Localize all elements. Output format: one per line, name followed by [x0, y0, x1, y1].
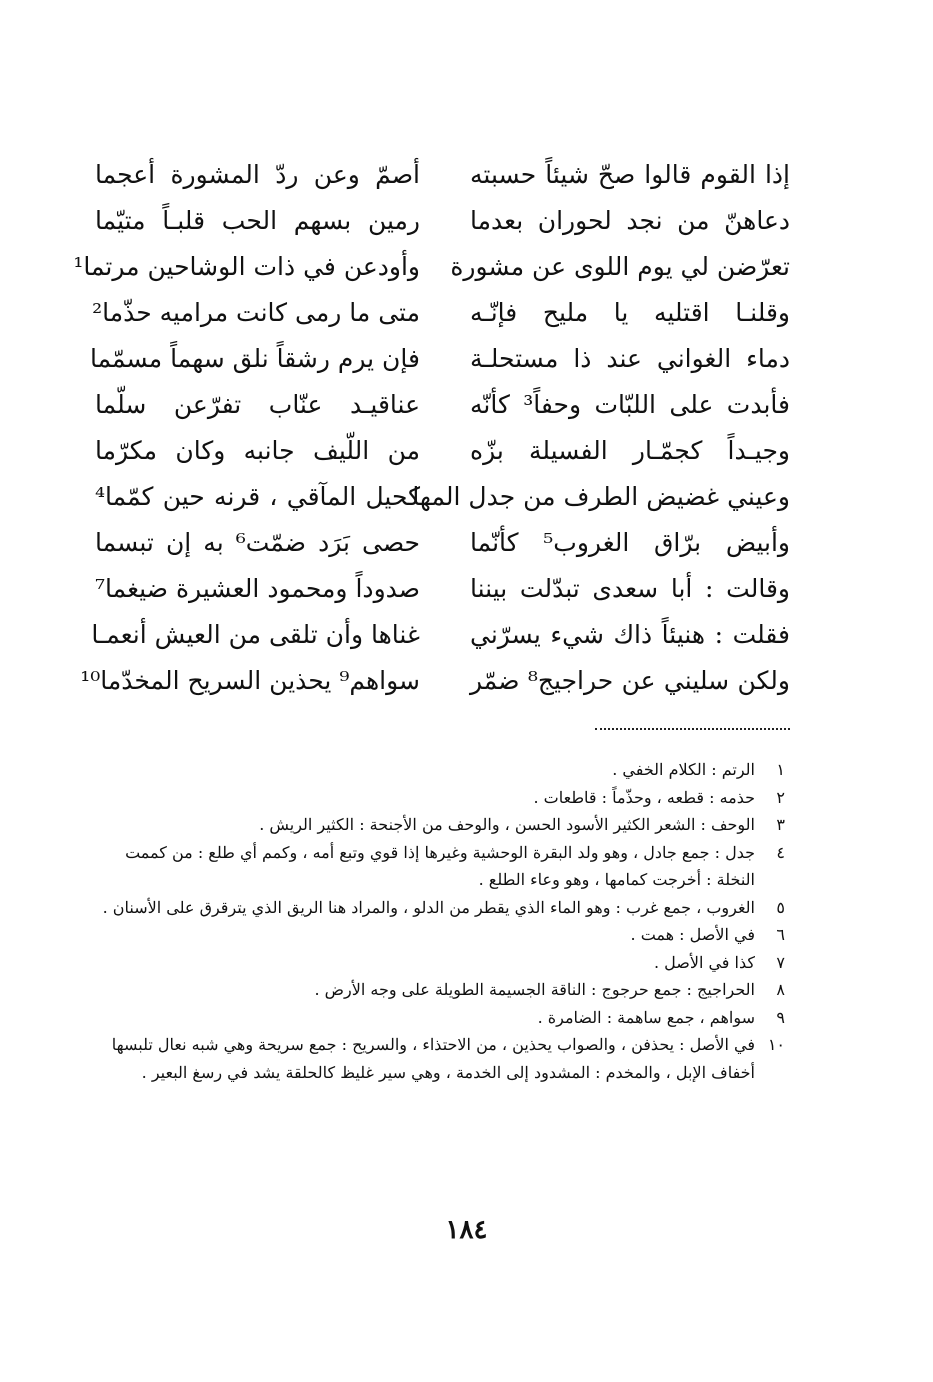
verse-first-hemistich: ولكن سليني عن حراجيج⁸ ضمّر: [470, 666, 790, 695]
verse-first-hemistich: وأبيض برّاق الغروب⁵ كأنّما: [470, 528, 790, 557]
footnote-text: الوحف : الشعر الكثير الأسود الحسن ، والوحف من الأجنحة : الكثير الريش .: [259, 815, 755, 834]
verse-second-hemistich: فإن يرم رشقاً نلق سهماً مسمّما: [89, 344, 420, 373]
footnote-number: ١: [776, 760, 785, 779]
footnote-text: في الأصل : يحذفن ، والصواب يحذين ، من الاحتذاء ، والسريح : جمع سريحة وهي شبه نعال تلبسها أخفاف الإبل ، والمخدم : المشدود إلى الخدمة ، وهي سير غليظ كالحلقة يشد في رسغ البعير .: [111, 1035, 755, 1082]
verse-second-hemistich: متى ما رمى كانت مراميه حذّما²: [92, 298, 420, 327]
verse-second-hemistich: من اللّيف جانبه وكان مكرّما: [95, 436, 420, 465]
footnote-text: سواهم ، جمع ساهمة : الضامرة .: [537, 1007, 755, 1027]
verse-first-hemistich: فأبدت على اللبّات وحفاً³ كأنّه: [470, 390, 790, 419]
verse-first-hemistich: إذا القوم قالوا صحّ شيئاً حسبته: [470, 160, 790, 189]
footnote-separator: [595, 728, 790, 730]
poem: [73, 152, 790, 712]
poem-verse: [80, 658, 790, 704]
footnote-number: ٧: [776, 952, 785, 972]
verse-second-hemistich: غناها وأن تلقى من العيش أنعمـا: [91, 620, 420, 649]
verse-second-hemistich: رمين بسهم الحب قلبـاً متيّما: [95, 206, 420, 235]
footnote: [95, 1004, 785, 1032]
verse-second-hemistich: كحيل المآقي ، قرنه حين كمّما⁴: [95, 482, 420, 511]
verse-second-hemistich: عناقيـد عنّاب تفرّعن سلّما: [95, 390, 420, 419]
verse-first-hemistich: وقالت : أبا سعدى تبدّلت بيننا: [470, 574, 790, 603]
poem-verse: [92, 290, 790, 336]
footnote: [95, 976, 785, 1004]
verse-first-hemistich: دعاهنّ من نجد لحوران بعدما: [470, 206, 790, 235]
footnote-number: ٤: [776, 842, 785, 862]
footnote: [95, 811, 785, 839]
verse-first-hemistich: فقلت : هنيئاً ذاك شيء يسرّني: [470, 620, 790, 649]
footnote: [95, 949, 785, 977]
poem-verse: [95, 474, 790, 520]
footnote-text: كذا في الأصل .: [653, 952, 755, 972]
poem-verse: [89, 336, 790, 382]
footnote: [95, 756, 785, 784]
poem-verse: [91, 612, 790, 658]
verse-second-hemistich: حصى بَرَد ضمّت⁶ به إن تبسما: [95, 528, 420, 557]
footnote-number: ٢: [776, 787, 785, 807]
footnote-text: جدل : جمع جادل ، وهو ولد البقرة الوحشية وغيرها إذا قوي وتبع أمه ، وكمم أي طلع : من كممت النخلة : أخرجت كمامها ، وهو وعاء الطلع .: [125, 842, 755, 889]
footnote-text: في الأصل : همت .: [630, 925, 755, 944]
footnote: [95, 1031, 785, 1086]
verse-second-hemistich: سواهم⁹ يحذين السريح المخدّما¹⁰: [80, 666, 420, 695]
poem-verse: [95, 382, 790, 428]
footnote-text: الغروب ، جمع غرب : وهو الماء الذي يقطر من الدلو ، والمراد هنا الريق الذي يترقرق على الأسنان .: [102, 897, 755, 917]
footnote-text: حذمه : قطعه ، وحذّماً : قاطعات .: [533, 787, 755, 807]
verse-first-hemistich: وجيـداً كجمّـار الفسيلة بزّه: [470, 436, 790, 465]
footnote-number: ٣: [776, 815, 785, 834]
verse-first-hemistich: وقلنـا اقتليه يا مليح فإنّـه: [470, 298, 790, 327]
footnote: [95, 894, 785, 922]
poem-verse: [73, 244, 790, 290]
footnote-text: الحراجيج : جمع حرجوج : الناقة الجسيمة الطويلة على وجه الأرض .: [314, 980, 755, 999]
footnote-number: ٩: [776, 1007, 785, 1027]
verse-second-hemistich: وأودعن في ذات الوشاحين مرتما¹: [73, 252, 420, 281]
verse-second-hemistich: صدوداً ومحمود العشيرة ضيغما⁷: [95, 574, 420, 603]
footnote-text: الرتم : الكلام الخفي .: [612, 760, 755, 779]
verse-first-hemistich: تعرّضن لي يوم اللوى عن مشورة: [450, 252, 790, 281]
footnote: [95, 921, 785, 949]
footnote: [95, 784, 785, 812]
verse-first-hemistich: دماء الغواني عند ذا مستحلـة: [470, 344, 790, 373]
verse-second-hemistich: أصمّ وعن ردّ المشورة أعجما: [95, 160, 420, 189]
page-number: ١٨٤: [445, 1215, 488, 1245]
footnote: [95, 839, 785, 894]
footnote-number: ٨: [776, 980, 785, 999]
poem-verse: [95, 152, 790, 198]
footnote-number: ١٠: [767, 1035, 785, 1054]
poem-verse: [95, 520, 790, 566]
footnote-number: ٥: [776, 897, 785, 917]
poem-verse: [95, 198, 790, 244]
poem-verse: [95, 428, 790, 474]
footnotes: [95, 756, 785, 1086]
footnote-number: ٦: [776, 925, 785, 944]
poem-verse: [95, 566, 790, 612]
verse-first-hemistich: وعيني غضيض الطرف من جدل المها: [412, 482, 790, 511]
